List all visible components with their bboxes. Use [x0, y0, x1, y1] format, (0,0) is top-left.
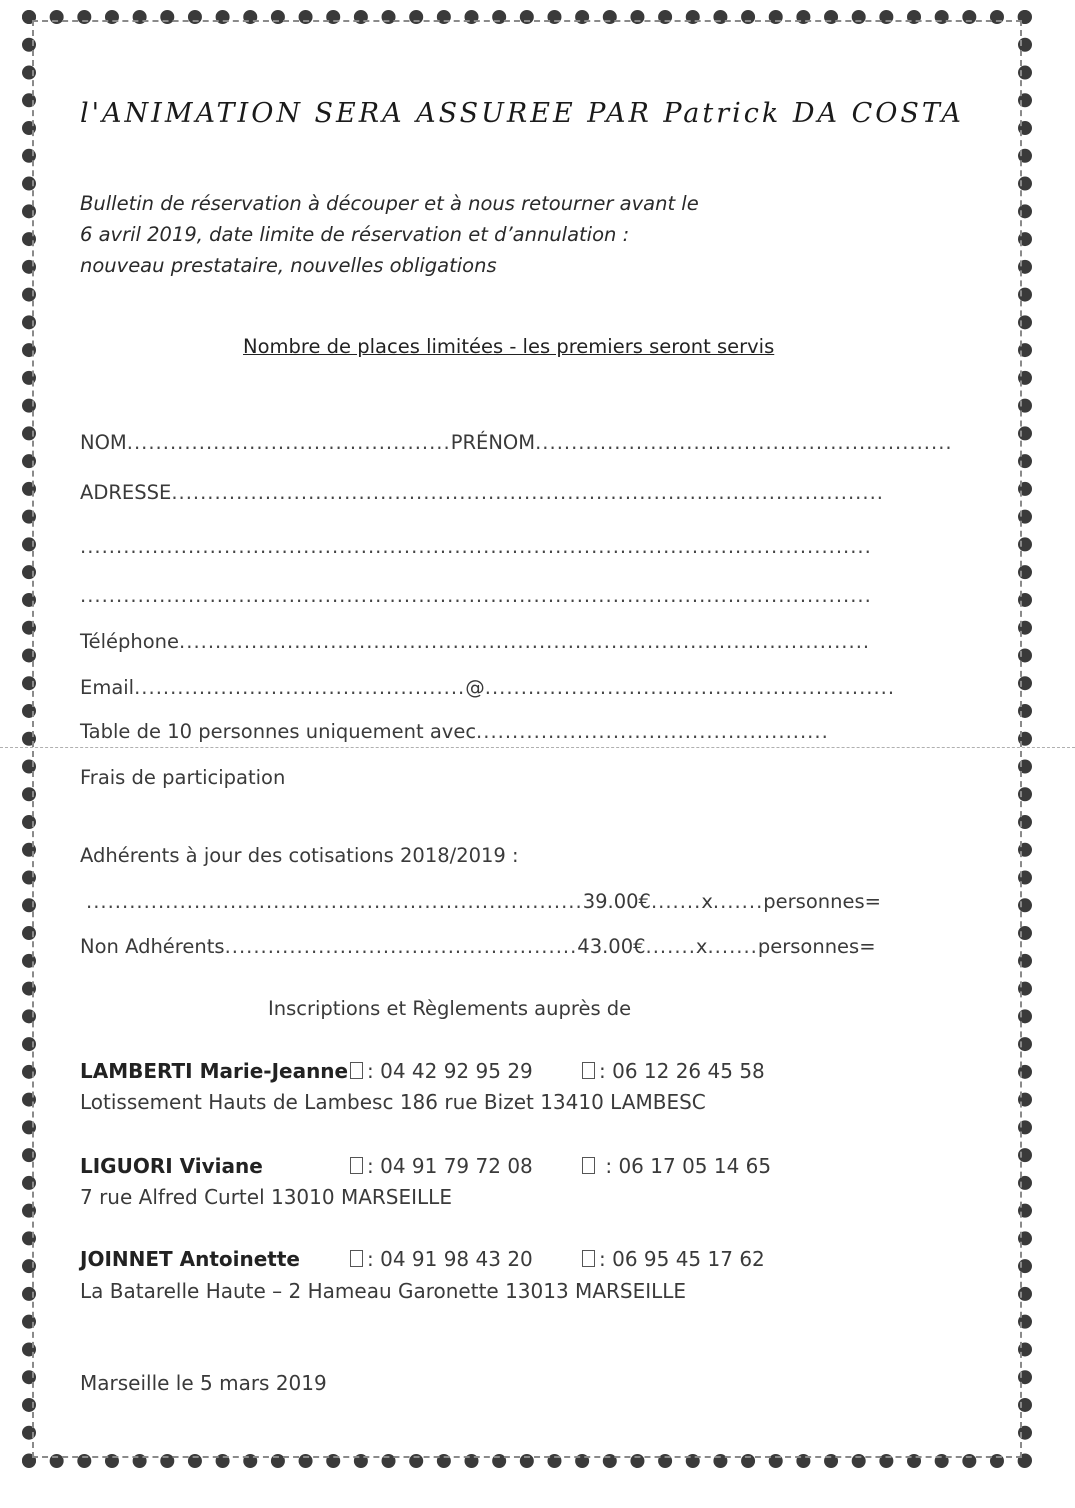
personnes-label: personnes= [763, 890, 881, 913]
frais-heading: Frais de participation [80, 766, 286, 789]
adherents-price: 39.00€ [582, 890, 651, 913]
mobile-icon [582, 1062, 595, 1079]
contact-3-address: La Batarelle Haute – 2 Hameau Garonette 13013 MARSEILLE [80, 1279, 687, 1303]
contact-name: JOINNET Antoinette [80, 1247, 300, 1271]
email-label: Email [80, 676, 135, 699]
prenom-field[interactable]: .......................................................... [535, 431, 953, 454]
adherents-count[interactable]: ....... [712, 890, 764, 913]
adresse-field[interactable]: ................................................................................................... [171, 481, 884, 504]
inscriptions-heading: Inscriptions et Règlements auprès de [268, 997, 632, 1020]
cut-line [0, 747, 1075, 748]
table-label: Table de 10 personnes uniquement avec [80, 720, 477, 743]
adresse-line-3[interactable]: .............................................................................................................. [80, 584, 872, 607]
adherents-label: Adhérents à jour des cotisations 2018/2019 : [80, 844, 519, 867]
non-adherents-row: Non Adhérents.................................................43.00€.......x.......personnes= [80, 935, 876, 958]
contact-1 [80, 1059, 765, 1083]
contact-landline: : 04 91 79 72 08 [367, 1154, 533, 1178]
phone-icon [350, 1157, 363, 1174]
signature-date: Marseille le 5 mars 2019 [80, 1371, 327, 1395]
contact-2 [80, 1154, 771, 1178]
contact-landline: : 04 91 98 43 20 [367, 1247, 533, 1271]
prenom-label: PRÉNOM [450, 431, 536, 454]
contact-landline: : 04 42 92 95 29 [367, 1059, 533, 1083]
mobile-icon [582, 1250, 595, 1267]
email-row [80, 676, 895, 699]
contact-mobile: : 06 95 45 17 62 [599, 1247, 765, 1271]
page-title: l'ANIMATION SERA ASSUREE PAR Patrick DA COSTA [80, 98, 964, 129]
personnes-label: personnes= [757, 935, 876, 958]
mobile-icon [582, 1157, 595, 1174]
adresse-line-2[interactable]: .............................................................................................................. [80, 535, 872, 558]
table-row [80, 720, 829, 743]
contact-1-address: Lotissement Hauts de Lambesc 186 rue Bizet 13410 LAMBESC [80, 1090, 706, 1114]
nom-field[interactable]: ............................................. [126, 431, 451, 454]
contact-name: LAMBERTI Marie-Jeanne [80, 1059, 349, 1083]
telephone-field[interactable]: ................................................................................................ [179, 630, 871, 653]
email-domain-field[interactable]: ......................................................... [484, 676, 896, 699]
phone-icon [350, 1250, 363, 1267]
adresse-label: ADRESSE [80, 481, 172, 504]
nom-prenom-row [80, 431, 953, 454]
email-local-field[interactable]: .............................................. [134, 676, 466, 699]
contact-3 [80, 1247, 765, 1271]
non-adherents-price: 43.00€ [577, 935, 646, 958]
adherents-row: .....................................................................39.00€.......x.......personnes= [86, 890, 881, 913]
adresse-row [80, 481, 884, 504]
contact-mobile: : 06 12 26 45 58 [599, 1059, 765, 1083]
contact-2-address: 7 rue Alfred Curtel 13010 MARSEILLE [80, 1185, 452, 1209]
multiply-sign: x [695, 935, 708, 958]
telephone-label: Téléphone [80, 630, 180, 653]
intro-line-2: 6 avril 2019, date limite de réservation et d’annulation : [80, 223, 630, 246]
intro-line-3: nouveau prestataire, nouvelles obligations [80, 254, 497, 277]
multiply-sign: x [701, 890, 713, 913]
contact-name: LIGUORI Viviane [80, 1154, 263, 1178]
phone-icon [350, 1062, 363, 1079]
places-notice: Nombre de places limitées - les premiers seront servis [243, 335, 775, 358]
nom-label: NOM [80, 431, 127, 454]
contact-mobile: : 06 17 05 14 65 [599, 1154, 772, 1178]
at-sign: @ [465, 676, 485, 699]
non-adherents-label: Non Adhérents [80, 935, 225, 958]
telephone-row [80, 630, 870, 653]
non-adherents-field[interactable]: ................................................. [224, 935, 578, 958]
adherents-field[interactable]: ..................................................................... [86, 890, 583, 913]
non-adherents-count[interactable]: ....... [707, 935, 758, 958]
intro-line-1: Bulletin de réservation à découper et à nous retourner avant le [80, 192, 699, 215]
table-field[interactable]: ................................................. [476, 720, 829, 743]
